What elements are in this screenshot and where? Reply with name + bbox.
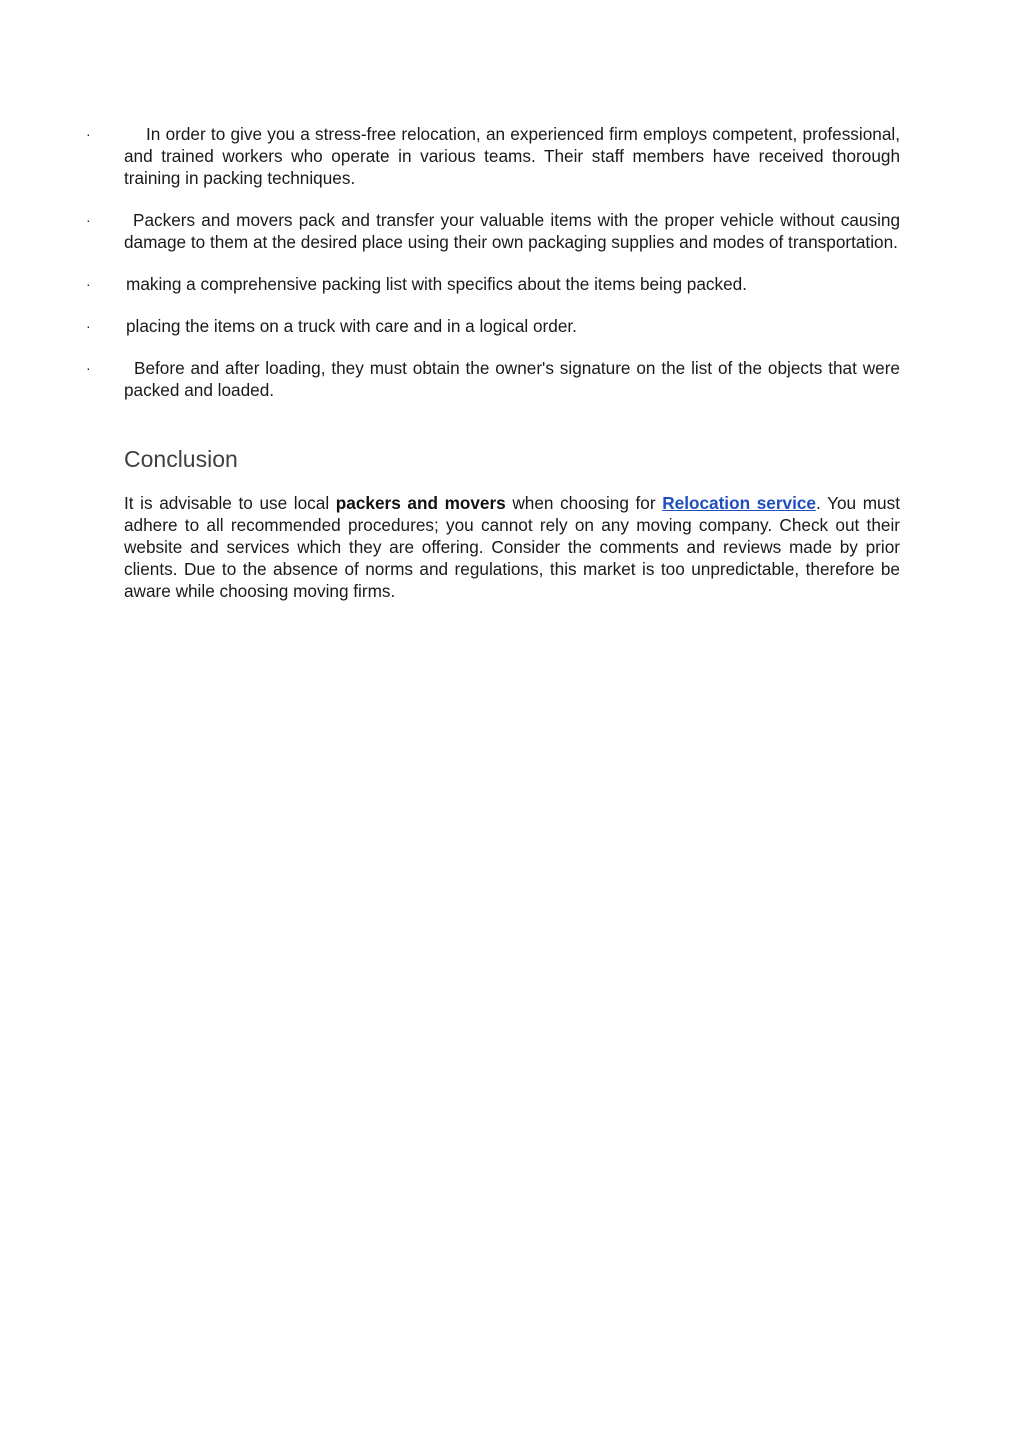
list-item xyxy=(86,123,900,189)
packers-movers-bold-text: packers and movers xyxy=(335,493,506,513)
relocation-service-link[interactable]: Relocation service xyxy=(662,493,816,513)
bullet-list xyxy=(86,123,900,421)
list-item-text: placing the items on a truck with care and in a logical order. xyxy=(126,316,577,336)
bullet-symbol: · xyxy=(86,212,91,228)
conclusion-text-part3: . You must adhere to all recommended procedures; you cannot rely on any moving company. Check out their website and services which they are offering. Consider the comments and reviews made by prior clients. Due to the absence of norms and regulations, this market is too unpredictable, therefore be aware while choosing moving firms. xyxy=(124,493,900,601)
bullet-symbol: · xyxy=(86,360,91,376)
list-item xyxy=(86,315,900,337)
list-item-text: making a comprehensive packing list with specifics about the items being packed. xyxy=(126,274,747,294)
bullet-symbol: · xyxy=(86,318,91,334)
list-item xyxy=(86,357,900,401)
conclusion-heading: Conclusion xyxy=(124,446,238,472)
list-item-text: In order to give you a stress-free relocation, an experienced firm employs competent, professional, and trained workers who operate in various teams. Their staff members have received thorough training in packing techniques. xyxy=(124,124,900,188)
list-item xyxy=(86,209,900,253)
conclusion-text-part2: when choosing for xyxy=(505,493,663,513)
bullet-symbol: · xyxy=(86,276,91,292)
list-item-text: Before and after loading, they must obtain the owner's signature on the list of the objects that were packed and loaded. xyxy=(124,358,900,400)
list-item xyxy=(86,273,900,295)
bullet-symbol: · xyxy=(86,126,91,142)
conclusion-text-part1: It is advisable to use local xyxy=(124,493,336,513)
list-item-text: Packers and movers pack and transfer your valuable items with the proper vehicle without causing damage to them at the desired place using their own packaging supplies and modes of transportation. xyxy=(124,210,900,252)
conclusion-paragraph xyxy=(124,492,900,602)
